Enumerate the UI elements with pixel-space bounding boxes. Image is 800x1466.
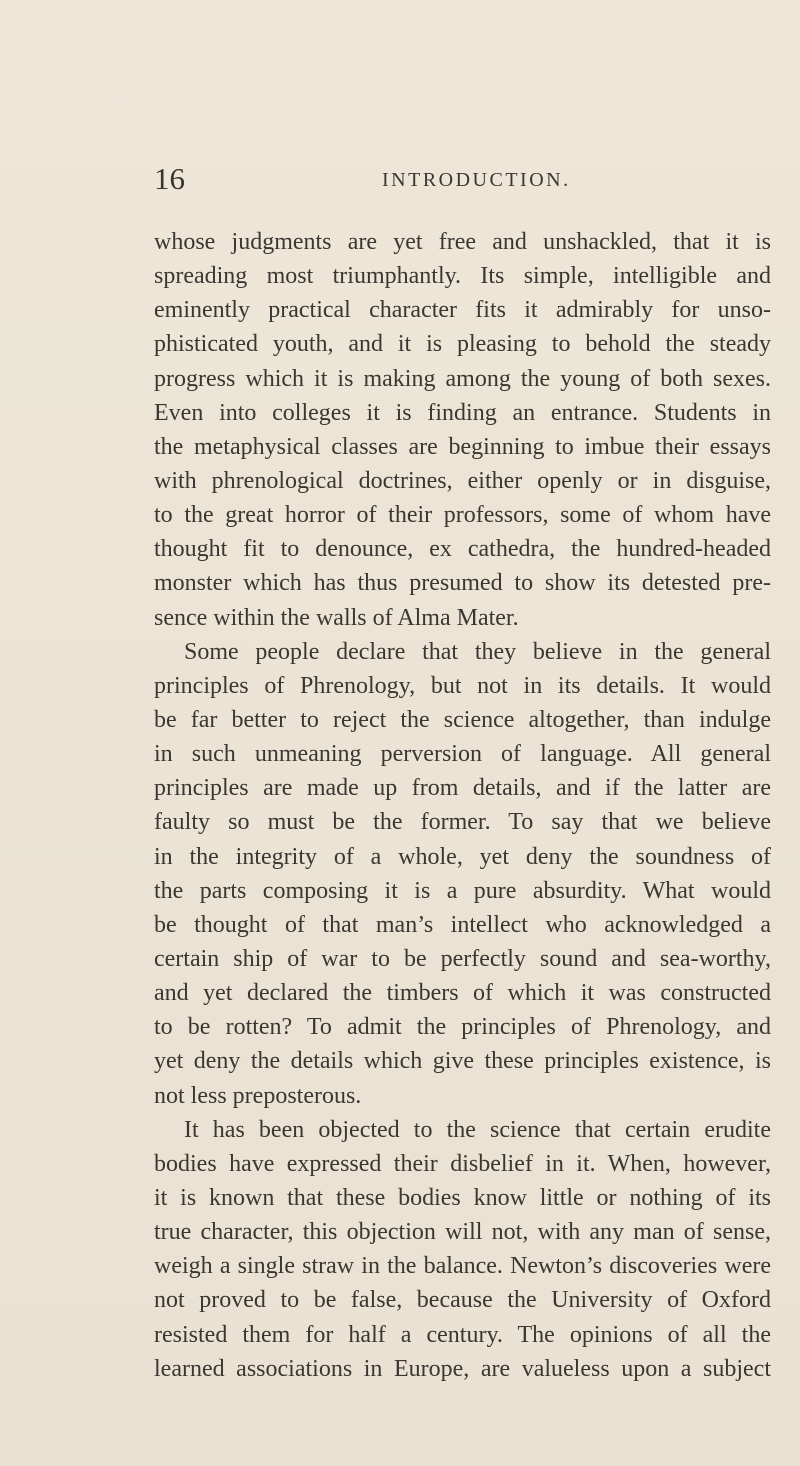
text-line: sence within the walls of Alma Mater. xyxy=(154,604,519,631)
text-line: true character, this objection will not, with any man of sense, xyxy=(154,1219,771,1246)
text-line: It has been objected to the science that certain erudite xyxy=(184,1116,771,1143)
text-line: Some people declare that they believe in the general xyxy=(184,638,771,665)
text-line: to be rotten? To admit the principles of Phrenology, and xyxy=(154,1014,771,1041)
text-line: thought fit to denounce, ex cathedra, the hundred-headed xyxy=(154,536,771,563)
text-line: in such unmeaning perversion of language. All general xyxy=(154,741,771,768)
text-line: phisticated youth, and it is pleasing to behold the steady xyxy=(154,331,771,358)
text-line: whose judgments are yet free and unshackled, that it is xyxy=(154,229,771,255)
text-line: principles are made up from details, and if the latter are xyxy=(154,775,771,802)
text-line: in the integrity of a whole, yet deny the soundness of xyxy=(154,843,771,870)
text-line: principles of Phrenology, but not in its details. It would xyxy=(154,672,771,699)
text-line: bodies have expressed their disbelief in it. When, however, xyxy=(154,1150,771,1177)
text-line: to the great horror of their professors, some of whom have xyxy=(154,502,771,529)
text-line: with phrenological doctrines, either openly or in disguise, xyxy=(154,467,771,494)
text-line: weigh a single straw in the balance. Newton’s discoveries were xyxy=(154,1253,771,1280)
text-line: and yet declared the timbers of which it was constructed xyxy=(154,980,771,1007)
text-line: it is known that these bodies know little or nothing of its xyxy=(154,1184,771,1211)
page-number: 16 xyxy=(154,161,185,196)
text-line: eminently practical character fits it admirably for unso- xyxy=(154,297,771,324)
text-line: certain ship of war to be perfectly sound and sea-worthy, xyxy=(154,945,771,972)
body-text xyxy=(154,225,771,1386)
text-line: learned associations in Europe, are valueless upon a subject xyxy=(154,1355,771,1382)
text-line: spreading most triumphantly. Its simple, intelligible and xyxy=(154,263,771,290)
text-line: be thought of that man’s intellect who acknowledged a xyxy=(154,911,771,938)
text-line: the parts composing it is a pure absurdity. What would xyxy=(154,877,771,904)
running-head: INTRODUCTION. xyxy=(382,169,571,191)
text-line: monster which has thus presumed to show its detested pre- xyxy=(154,570,771,597)
text-line: yet deny the details which give these principles existence, is xyxy=(154,1048,771,1075)
text-line: faulty so must be the former. To say that we believe xyxy=(154,809,771,836)
text-line: the metaphysical classes are beginning to imbue their essays xyxy=(154,433,771,460)
text-line: resisted them for half a century. The opinions of all the xyxy=(154,1321,771,1348)
text-line: progress which it is making among the young of both sexes. xyxy=(154,365,771,392)
text-line: Even into colleges it is finding an entrance. Students in xyxy=(154,399,771,426)
text-line: not proved to be false, because the University of Oxford xyxy=(154,1287,771,1314)
text-line: be far better to reject the science altogether, than indulge xyxy=(154,706,771,733)
text-line: not less preposterous. xyxy=(154,1082,362,1109)
page-header xyxy=(154,162,770,196)
